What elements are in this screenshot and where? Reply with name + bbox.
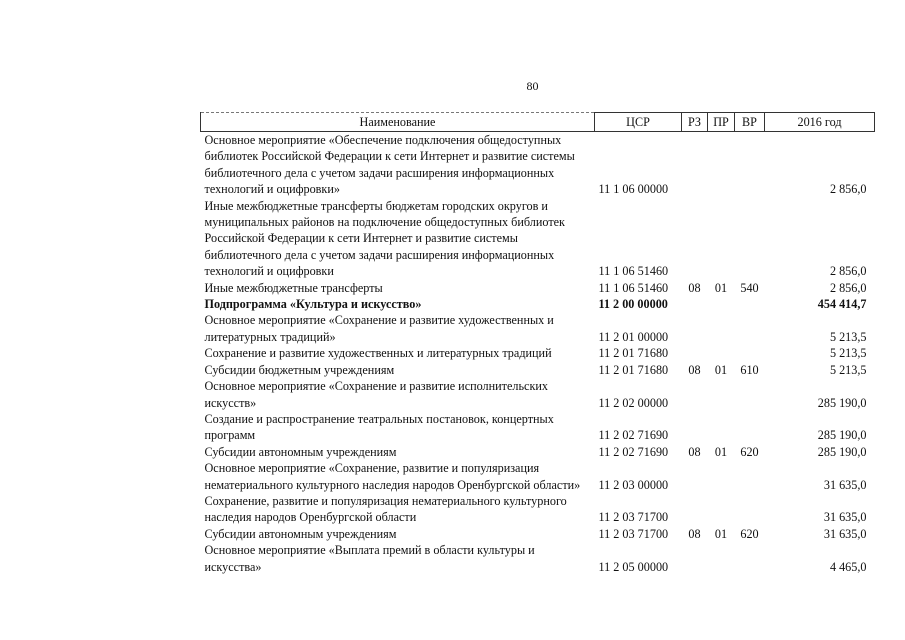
cell-amount: 285 190,0 xyxy=(817,444,867,459)
cell-vr: 620 xyxy=(740,526,759,541)
cell-csr: 11 2 02 00000 xyxy=(598,395,669,410)
table-row xyxy=(201,378,875,411)
cell-vr xyxy=(735,411,765,444)
cell-amount: 31 635,0 xyxy=(823,477,867,492)
cell-csr: 11 1 06 51460 xyxy=(598,280,669,295)
cell-name: Иные межбюджетные трансферты xyxy=(204,280,383,295)
cell-rz xyxy=(682,132,708,198)
cell-rz xyxy=(682,378,708,411)
cell-name: Основное мероприятие «Сохранение и развитие исполнительских искусств» xyxy=(204,379,549,410)
cell-pr xyxy=(708,411,735,444)
cell-csr: 11 2 02 71690 xyxy=(598,428,669,443)
table-row xyxy=(201,132,875,198)
cell-name: Основное мероприятие «Выплата премий в области культуры и искусства» xyxy=(204,543,535,574)
cell-amount: 5 213,5 xyxy=(829,329,867,344)
cell-csr: 11 2 03 71700 xyxy=(598,526,669,541)
cell-name: Основное мероприятие «Сохранение и развитие художественных и литературных традиций» xyxy=(204,313,554,344)
header-year: 2016 год xyxy=(765,113,875,132)
cell-pr xyxy=(708,296,735,312)
table-row xyxy=(201,280,875,296)
cell-rz xyxy=(682,493,708,526)
cell-amount: 5 213,5 xyxy=(829,346,867,361)
table-row xyxy=(201,411,875,444)
cell-pr: 01 xyxy=(714,362,728,377)
cell-rz: 08 xyxy=(688,526,701,541)
table-row xyxy=(201,526,875,542)
cell-vr: 610 xyxy=(740,362,759,377)
cell-pr: 01 xyxy=(714,526,728,541)
cell-csr: 11 2 03 00000 xyxy=(598,477,669,492)
cell-pr xyxy=(708,198,735,280)
cell-csr: 11 2 01 71680 xyxy=(598,346,669,361)
cell-vr xyxy=(735,493,765,526)
cell-rz xyxy=(682,345,708,361)
table-row xyxy=(201,362,875,378)
table-row xyxy=(201,542,875,575)
cell-pr xyxy=(708,312,735,345)
cell-name: Подпрограмма «Культура и искусство» xyxy=(204,297,422,312)
table-header xyxy=(201,113,875,132)
cell-amount: 4 465,0 xyxy=(829,559,867,574)
cell-csr: 11 2 01 71680 xyxy=(598,362,669,377)
cell-pr: 01 xyxy=(714,444,728,459)
cell-vr xyxy=(735,198,765,280)
header-rz: РЗ xyxy=(682,113,708,132)
cell-name: Иные межбюджетные трансферты бюджетам городских округов и муниципальных районов на подключение общедоступных библиотек Российской Федерации к сети Интернет и развитие системы библиотечного дела с учетом задачи расширения информационных технологий и оцифровки xyxy=(204,198,565,279)
cell-vr xyxy=(735,296,765,312)
cell-csr: 11 2 00 00000 xyxy=(598,297,668,312)
cell-pr xyxy=(708,345,735,361)
cell-vr xyxy=(735,460,765,493)
table-row xyxy=(201,460,875,493)
cell-amount: 2 856,0 xyxy=(829,182,867,197)
cell-name: Субсидии бюджетным учреждениям xyxy=(204,362,395,377)
cell-amount: 31 635,0 xyxy=(823,526,867,541)
cell-pr xyxy=(708,378,735,411)
table-body xyxy=(201,132,875,575)
cell-rz xyxy=(682,460,708,493)
header-csr: ЦСР xyxy=(595,113,682,132)
table-row xyxy=(201,312,875,345)
budget-table xyxy=(200,112,875,575)
table-row xyxy=(201,345,875,361)
cell-pr xyxy=(708,132,735,198)
table-row xyxy=(201,296,875,312)
cell-pr xyxy=(708,542,735,575)
cell-name: Создание и распространение театральных постановок, концертных программ xyxy=(204,411,554,443)
table-header-row xyxy=(201,113,875,132)
cell-amount: 285 190,0 xyxy=(817,395,867,410)
cell-name: Субсидии автономным учреждениям xyxy=(204,526,397,541)
cell-rz: 08 xyxy=(688,362,701,377)
header-name: Наименование xyxy=(201,113,595,132)
cell-rz xyxy=(682,296,708,312)
table-row xyxy=(201,198,875,280)
cell-rz xyxy=(682,198,708,280)
header-pr: ПР xyxy=(708,113,735,132)
cell-amount: 5 213,5 xyxy=(829,362,867,377)
cell-pr: 01 xyxy=(714,280,728,295)
cell-csr: 11 2 03 71700 xyxy=(598,510,669,525)
cell-rz xyxy=(682,411,708,444)
cell-amount: 285 190,0 xyxy=(817,428,867,443)
cell-amount: 31 635,0 xyxy=(823,510,867,525)
cell-amount: 454 414,7 xyxy=(817,297,867,312)
cell-vr xyxy=(735,132,765,198)
cell-vr xyxy=(735,542,765,575)
cell-rz xyxy=(682,312,708,345)
cell-pr xyxy=(708,493,735,526)
cell-amount: 2 856,0 xyxy=(829,264,867,279)
table-row xyxy=(201,444,875,460)
cell-name: Основное мероприятие «Сохранение, развитие и популяризация нематериального культурного наследия народов Оренбургской области» xyxy=(204,461,581,492)
cell-csr: 11 2 02 71690 xyxy=(598,444,669,459)
cell-vr: 540 xyxy=(740,280,759,295)
cell-vr xyxy=(735,378,765,411)
table-row xyxy=(201,493,875,526)
cell-rz xyxy=(682,542,708,575)
cell-name: Субсидии автономным учреждениям xyxy=(204,444,397,459)
page-number: 80 xyxy=(526,79,539,93)
cell-name: Сохранение и развитие художественных и литературных традиций xyxy=(204,346,552,361)
header-vr: ВР xyxy=(735,113,765,132)
cell-csr: 11 1 06 51460 xyxy=(598,264,669,279)
cell-name: Основное мероприятие «Обеспечение подключения общедоступных библиотек Российской Федерации к сети Интернет и развитие системы библиотечного дела с учетом задачи расширения информационных технологий и оцифровки» xyxy=(204,133,575,197)
cell-csr: 11 2 05 00000 xyxy=(598,559,669,574)
cell-csr: 11 2 01 00000 xyxy=(598,329,669,344)
cell-vr: 620 xyxy=(740,444,759,459)
cell-pr xyxy=(708,460,735,493)
cell-rz: 08 xyxy=(688,444,701,459)
cell-amount: 2 856,0 xyxy=(829,280,867,295)
cell-vr xyxy=(735,312,765,345)
cell-name: Сохранение, развитие и популяризация нематериального культурного наследия народов Оренбургской области xyxy=(204,493,567,525)
cell-vr xyxy=(735,345,765,361)
cell-csr: 11 1 06 00000 xyxy=(598,182,669,197)
cell-rz: 08 xyxy=(688,280,701,295)
